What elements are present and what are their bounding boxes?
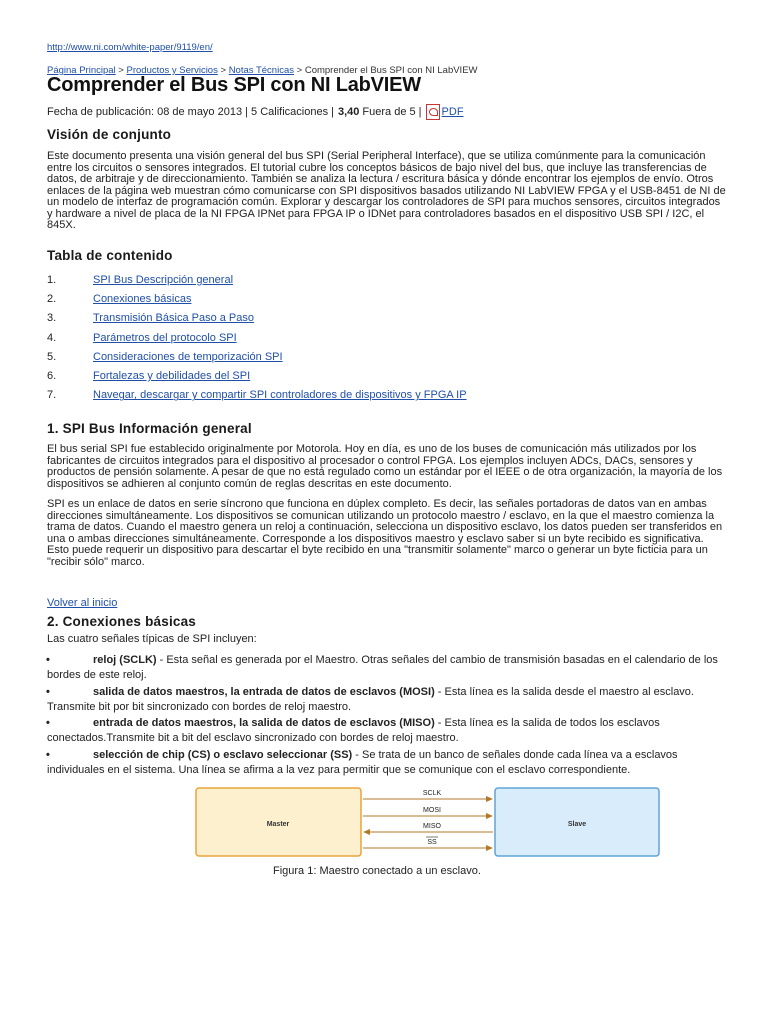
toc-link[interactable]: Consideraciones de temporización SPI	[93, 350, 283, 363]
section2-intro: Las cuatro señales típicas de SPI incluyen:	[47, 633, 257, 645]
toc-number: 5.	[47, 350, 57, 363]
mosi-signal	[363, 807, 493, 819]
signal-description: - Esta señal es generada por el Maestro. Otras señales del cambio de transmisión basadas en el calendario de los bordes de este reloj.	[47, 654, 718, 681]
breadcrumb-separator: >	[118, 65, 124, 76]
pdf-download-link[interactable]: PDF	[441, 106, 464, 118]
toc-number: 2.	[47, 292, 57, 305]
publication-info	[47, 104, 464, 120]
toc-number: 1.	[47, 273, 57, 286]
mosi-label: MOSI	[423, 807, 441, 814]
toc-link[interactable]: Transmisión Básica Paso a Paso	[93, 312, 254, 325]
toc-number: 7.	[47, 389, 57, 402]
table-of-contents	[47, 270, 467, 405]
breadcrumb-current: Comprender el Bus SPI con NI LabVIEW	[304, 65, 478, 76]
toc-link[interactable]: SPI Bus Descripción general	[93, 273, 234, 286]
list-item	[47, 685, 727, 715]
list-item	[47, 653, 727, 683]
back-to-top-link[interactable]: Volver al inicio	[47, 597, 118, 609]
toc-number: 4.	[47, 331, 57, 344]
signal-name: salida de datos maestros, la entrada de datos de esclavos (MOSI)	[93, 685, 435, 698]
list-item	[47, 716, 727, 746]
toc-item	[47, 386, 467, 405]
toc-link[interactable]: Fortalezas y debilidades del SPI	[93, 370, 251, 383]
toc-item	[47, 289, 467, 308]
ss-signal	[363, 837, 493, 851]
toc-item	[47, 270, 467, 289]
master-label: Master	[266, 821, 290, 828]
signal-name: entrada de datos maestros, la salida de datos de esclavos (MISO)	[93, 717, 435, 729]
overview-heading: Visión de conjunto	[47, 127, 172, 142]
figure-caption: Figura 1: Maestro conectado a un esclavo.	[273, 865, 481, 877]
breadcrumb-separator: >	[296, 65, 303, 76]
signal-description: - Esta línea es la salida de todos los esclavos conectados.Transmite bit a bit del esclavo sincronizado con bordes de reloj maestro.	[47, 717, 660, 744]
bullet-icon: •	[46, 748, 50, 761]
signal-list	[47, 653, 727, 779]
miso-signal	[363, 823, 493, 835]
publication-date-ratings: Fecha de publicación: 08 de mayo 2013 | 5 Calificaciones |	[47, 106, 334, 118]
toc-link[interactable]: Parámetros del protocolo SPI	[93, 331, 237, 344]
miso-label: MISO	[423, 823, 441, 830]
toc-item	[47, 309, 467, 328]
list-item	[47, 748, 727, 778]
rating-value: 3,40	[338, 106, 360, 118]
section2-heading: 2. Conexiones básicas	[47, 614, 197, 629]
slave-label: Slave	[567, 821, 587, 828]
breadcrumb-tech-notes[interactable]: Notas Técnicas	[228, 65, 294, 76]
toc-link[interactable]: Navegar, descargar y compartir SPI controladores de dispositivos y FPGA IP	[93, 389, 467, 402]
signal-description: - Se trata de un banco de señales donde cada línea va a esclavos individuales en el sistema. Una línea se afirma a la vez para permitir que se comunique con el esclavo correspondiente.	[47, 748, 678, 776]
master-slave-diagram	[195, 786, 661, 860]
source-url-link[interactable]: http://www.ni.com/white-paper/9119/en/	[47, 42, 213, 53]
page-title: Comprender el Bus SPI con NI LabVIEW	[47, 74, 421, 96]
ss-label: SS	[427, 839, 437, 846]
toc-item	[47, 347, 467, 366]
toc-number: 3.	[47, 312, 57, 325]
bullet-icon: •	[46, 654, 50, 666]
sclk-label: SCLK	[422, 790, 442, 797]
breadcrumb-home[interactable]: Página Principal	[47, 65, 116, 76]
section1-paragraph-2: SPI es un enlace de datos en serie síncrono que funciona en dúplex completo. Es decir, las señales portadoras de datos van en ambas direcciones simultáneamente. Los dispositivos se comunican utilizando un protocolo maestro / esclavo, en la que el maestro comienza la trama de datos. Cuando el maestro genera un reloj a continuación, selecciona un dispositivo esclavo, los datos pueden ser transferidos en una o ambas direcciones simultáneamente. Corresponde a los dispositivos maestro y esclavo saber si un byte recibido es significativa. Esto puede requerir un dispositivo para descartar el byte recibido en una "transmitir solamente" marco o generar un byte ficticia para un "recibir sólo" marco.	[47, 498, 723, 568]
toc-link[interactable]: Conexiones básicas	[93, 292, 192, 305]
breadcrumb-products[interactable]: Productos y Servicios	[126, 65, 218, 76]
breadcrumb-separator: >	[220, 65, 227, 76]
toc-item	[47, 328, 467, 347]
bullet-icon: •	[46, 685, 50, 698]
toc-number: 6.	[47, 370, 57, 383]
bullet-icon: •	[46, 717, 50, 729]
signal-name: reloj (SCLK)	[93, 654, 157, 666]
signal-name: selección de chip (CS) o esclavo seleccionar (SS)	[93, 748, 353, 761]
pdf-icon[interactable]	[426, 104, 440, 120]
sclk-signal	[363, 790, 493, 802]
rating-suffix: Fuera de 5 |	[362, 106, 422, 118]
signal-description: - Esta línea es la salida desde el maestro al esclavo. Transmite bit por bit sincronizado con bordes de reloj maestro.	[47, 685, 694, 713]
section1-heading: 1. SPI Bus Información general	[47, 421, 252, 436]
overview-text: Este documento presenta una visión general del bus SPI (Serial Peripheral Interface), que se utiliza comúnmente para la comunicación entre los circuitos o sensores integrados. El tutorial cubre los conceptos básicos de bajo nivel del bus, que incluye las transferencias de datos, de arbitraje y de direccionamiento. También se analiza la lectura / escritura básica y dónde encontrar los ejemplos de envío. Otros enlaces de la página web muestran cómo comunicarse con SPI dispositivos basados utilizando NI LabVIEW FPGA y el USB-8451 de NI de un modelo de interfaz de programación común. Explorar y descargar los controladores de SPI para muchos sensores, circuitos integrados y hardware a nivel de placa de la NI FPGA IPNet para FPGA IP o IDNet para controladores basados en el dispositivo USB SPI / I2C, el 845X.	[47, 150, 726, 231]
toc-heading: Tabla de contenido	[47, 248, 173, 263]
toc-item	[47, 366, 467, 385]
section1-paragraph-1: El bus serial SPI fue establecido originalmente por Motorola. Hoy en día, es uno de los buses de comunicación más utilizados por los fabricantes de circuitos integrados para el dispositivo al procesador o control FPGA. Los ejemplos incluyen ADCs, DACs, sensores y productos de pensión solamente. A pesar de que no está regulado como un estándar por el IEEE o de otra organización, la mayoría de los dispositivos se adhieren al conjunto común de reglas descritas en este documento.	[47, 443, 723, 490]
